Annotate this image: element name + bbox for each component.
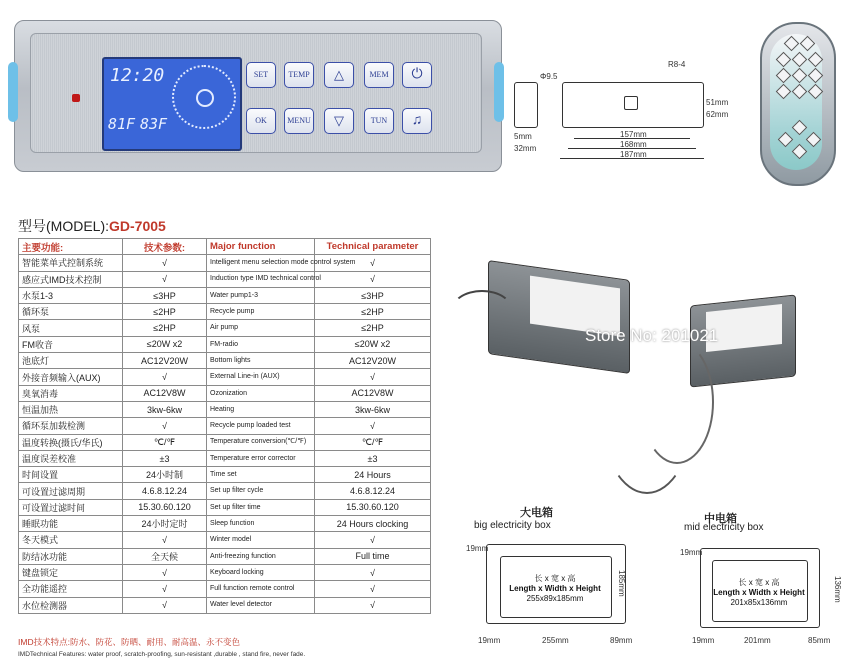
function-cn-cell: 循环泵: [19, 304, 123, 320]
mid-box-left: 19mm: [692, 636, 715, 645]
big-box-dim-label: [500, 574, 610, 604]
mem-button[interactable]: MEM: [364, 62, 394, 88]
function-cn-cell: 池底灯: [19, 353, 123, 369]
mid-box-size: 201x85x136mm: [730, 598, 788, 607]
function-cn-cell: 外接音频输入(AUX): [19, 369, 123, 385]
function-cn-cell: 时间设置: [19, 467, 123, 483]
function-en-cell: Temperature error corrector: [207, 450, 315, 466]
up-button[interactable]: △: [324, 62, 354, 88]
param-cn-cell: AC12V8W: [123, 385, 207, 401]
function-cn-cell: FM收音: [19, 336, 123, 352]
table-row: [19, 516, 431, 532]
param-en-cell: √: [315, 271, 431, 287]
big-box-label-cn: 长 x 宽 x 高: [534, 574, 576, 583]
tun-button[interactable]: TUN: [364, 108, 394, 134]
mid-box-height: 136mm: [833, 576, 842, 603]
function-cn-cell: 智能菜单式控制系统: [19, 255, 123, 271]
lcd-temp-right: 83F: [140, 115, 168, 133]
function-cn-cell: 冬天模式: [19, 532, 123, 548]
function-cn-cell: 温度转换(摄氏/华氏): [19, 434, 123, 450]
function-en-cell: Water level detector: [207, 597, 315, 613]
table-row: [19, 499, 431, 515]
music-button[interactable]: ♫: [402, 108, 432, 134]
table-row: [19, 483, 431, 499]
table-row: [19, 564, 431, 580]
function-en-cell: Recycle pump loaded test: [207, 418, 315, 434]
function-en-cell: Intelligent menu selection mode control system: [207, 255, 315, 271]
param-cn-cell: AC12V20W: [123, 353, 207, 369]
mid-box-top: 19mm: [680, 548, 703, 557]
param-cn-cell: √: [123, 418, 207, 434]
param-cn-cell: 24小时制: [123, 467, 207, 483]
table-row: [19, 353, 431, 369]
set-button[interactable]: SET: [246, 62, 276, 88]
dim-h1: 51mm: [706, 98, 729, 107]
header-tech-param-en: Technical parameter: [315, 239, 431, 255]
big-box-title-cn: 大电箱: [520, 507, 553, 519]
param-cn-cell: 3kw-6kw: [123, 401, 207, 417]
dim-d2: 32mm: [514, 144, 537, 153]
panel-face: [30, 33, 482, 153]
spec-table: [18, 238, 431, 614]
param-cn-cell: ≤2HP: [123, 320, 207, 336]
lcd-display: [102, 57, 242, 151]
dim-w3: 187mm: [620, 150, 647, 159]
param-en-cell: ≤20W x2: [315, 336, 431, 352]
param-en-cell: 3kw-6kw: [315, 401, 431, 417]
table-row: [19, 581, 431, 597]
function-en-cell: Air pump: [207, 320, 315, 336]
param-en-cell: √: [315, 564, 431, 580]
ok-button[interactable]: OK: [246, 108, 276, 134]
mid-box-title-en: mid electricity box: [684, 522, 764, 533]
param-en-cell: ℃/℉: [315, 434, 431, 450]
param-cn-cell: √: [123, 369, 207, 385]
param-cn-cell: √: [123, 532, 207, 548]
dim-radius: R8-4: [668, 60, 686, 69]
param-cn-cell: √: [123, 564, 207, 580]
param-en-cell: Full time: [315, 548, 431, 564]
function-cn-cell: 键盘锁定: [19, 564, 123, 580]
spec-table-body: [19, 239, 431, 614]
param-cn-cell: √: [123, 597, 207, 613]
function-en-cell: Sleep function: [207, 516, 315, 532]
features-cn: IMD技术特点:防水、防花、防晒、耐用、耐高温、永不变色: [18, 637, 240, 647]
big-box-top: 19mm: [466, 544, 489, 553]
function-cn-cell: 臭氧消毒: [19, 385, 123, 401]
features-en: IMDTechnical Features: water proof, scratch-proofing, sun-resistant ,durable , stand fire, never fade.: [18, 651, 306, 658]
function-cn-cell: 风泵: [19, 320, 123, 336]
dim-h2: 62mm: [706, 110, 729, 119]
param-en-cell: √: [315, 581, 431, 597]
param-en-cell: 24 Hours clocking: [315, 516, 431, 532]
center-hole: [624, 96, 638, 110]
table-row: [19, 434, 431, 450]
function-en-cell: Temperature conversion(℃/℉): [207, 434, 315, 450]
param-cn-cell: √: [123, 255, 207, 271]
function-cn-cell: 水位检测器: [19, 597, 123, 613]
menu-button[interactable]: MENU: [284, 108, 314, 134]
table-row: [19, 287, 431, 303]
table-row: [19, 401, 431, 417]
power-button[interactable]: ⏻: [402, 62, 432, 88]
param-en-cell: 15.30.60.120: [315, 499, 431, 515]
param-cn-cell: ±3: [123, 450, 207, 466]
table-row: [19, 418, 431, 434]
model-title: [18, 216, 166, 236]
lcd-center-icon: [196, 89, 214, 107]
function-cn-cell: 防结冰功能: [19, 548, 123, 564]
param-cn-cell: ≤3HP: [123, 287, 207, 303]
down-button[interactable]: ▽: [324, 108, 354, 134]
function-en-cell: Set up filter time: [207, 499, 315, 515]
header-main-function-cn: 主要功能:: [19, 239, 123, 255]
function-cn-cell: 温度误差校准: [19, 450, 123, 466]
big-box-title-en: big electricity box: [474, 520, 551, 531]
function-en-cell: Water pump1-3: [207, 287, 315, 303]
function-cn-cell: 恒温加热: [19, 401, 123, 417]
table-row: [19, 255, 431, 271]
param-cn-cell: ≤20W x2: [123, 336, 207, 352]
header-main-function-en: Major function: [207, 239, 315, 255]
table-row: [19, 597, 431, 613]
mid-box-label-cn: 长 x 宽 x 高: [738, 578, 780, 587]
big-box-height: 185mm: [617, 570, 626, 597]
param-cn-cell: 15.30.60.120: [123, 499, 207, 515]
function-cn-cell: 全功能遥控: [19, 581, 123, 597]
param-cn-cell: 24小时定时: [123, 516, 207, 532]
function-en-cell: Winter model: [207, 532, 315, 548]
param-en-cell: √: [315, 532, 431, 548]
param-en-cell: ≤2HP: [315, 320, 431, 336]
function-cn-cell: 可设置过滤时间: [19, 499, 123, 515]
table-row: [19, 450, 431, 466]
function-en-cell: Anti-freezing function: [207, 548, 315, 564]
table-header-row: [19, 239, 431, 255]
function-cn-cell: 水泵1-3: [19, 287, 123, 303]
param-cn-cell: 全天候: [123, 548, 207, 564]
function-en-cell: Bottom lights: [207, 353, 315, 369]
dim-hole: Φ9.5: [540, 72, 558, 81]
function-en-cell: Set up filter cycle: [207, 483, 315, 499]
param-cn-cell: 4.6.8.12.24: [123, 483, 207, 499]
panel-right-edge: [494, 62, 504, 122]
function-en-cell: Ozonization: [207, 385, 315, 401]
table-row: [19, 336, 431, 352]
table-row: [19, 548, 431, 564]
param-en-cell: √: [315, 418, 431, 434]
param-en-cell: 24 Hours: [315, 467, 431, 483]
cable: [640, 340, 714, 464]
mid-box-dim-label: [712, 578, 806, 608]
function-en-cell: Keyboard locking: [207, 564, 315, 580]
param-cn-cell: ≤2HP: [123, 304, 207, 320]
function-en-cell: External Line-in (AUX): [207, 369, 315, 385]
function-cn-cell: 睡眠功能: [19, 516, 123, 532]
table-row: [19, 320, 431, 336]
param-en-cell: AC12V8W: [315, 385, 431, 401]
header-tech-param-cn: 技术参数:: [123, 239, 207, 255]
dim-w1: 157mm: [620, 130, 647, 139]
mid-box-right: 85mm: [808, 636, 831, 645]
function-cn-cell: 感应式IMD技术控制: [19, 271, 123, 287]
lcd-temp-left: 81F: [108, 115, 136, 133]
param-en-cell: √: [315, 597, 431, 613]
param-cn-cell: √: [123, 271, 207, 287]
big-box-label-en: Length x Width x Height: [509, 584, 601, 593]
param-en-cell: √: [315, 255, 431, 271]
side-profile: [514, 82, 538, 128]
dim-w2: 168mm: [620, 140, 647, 149]
function-en-cell: Induction type IMD technical control: [207, 271, 315, 287]
param-cn-cell: ℃/℉: [123, 434, 207, 450]
dim-d1: 5mm: [514, 132, 532, 141]
mid-box-label-en: Length x Width x Height: [713, 588, 805, 597]
mid-box-title-cn: 中电箱: [704, 513, 737, 525]
power-led: [72, 94, 80, 102]
param-en-cell: ≤2HP: [315, 304, 431, 320]
param-en-cell: ±3: [315, 450, 431, 466]
function-cn-cell: 循环泵加载检测: [19, 418, 123, 434]
big-box-width: 255mm: [542, 636, 569, 645]
table-row: [19, 369, 431, 385]
big-box-right: 89mm: [610, 636, 633, 645]
function-en-cell: Heating: [207, 401, 315, 417]
function-en-cell: Recycle pump: [207, 304, 315, 320]
param-en-cell: 4.6.8.12.24: [315, 483, 431, 499]
temp-button[interactable]: TEMP: [284, 62, 314, 88]
table-row: [19, 385, 431, 401]
panel-left-edge: [8, 62, 18, 122]
table-row: [19, 467, 431, 483]
cable: [450, 290, 514, 334]
function-en-cell: FM-radio: [207, 336, 315, 352]
big-box-size: 255x89x185mm: [526, 594, 584, 603]
table-row: [19, 271, 431, 287]
watermark: Store No: 201021: [585, 326, 719, 345]
param-en-cell: AC12V20W: [315, 353, 431, 369]
table-row: [19, 304, 431, 320]
param-cn-cell: √: [123, 581, 207, 597]
table-row: [19, 532, 431, 548]
param-en-cell: ≤3HP: [315, 287, 431, 303]
function-en-cell: Time set: [207, 467, 315, 483]
lcd-time: 12:20: [110, 65, 165, 86]
model-name: GD-7005: [109, 218, 166, 234]
function-en-cell: Full function remote control: [207, 581, 315, 597]
mid-box-width: 201mm: [744, 636, 771, 645]
model-prefix: 型号(MODEL):: [18, 218, 109, 234]
param-en-cell: √: [315, 369, 431, 385]
function-cn-cell: 可设置过滤周期: [19, 483, 123, 499]
big-box-left: 19mm: [478, 636, 501, 645]
